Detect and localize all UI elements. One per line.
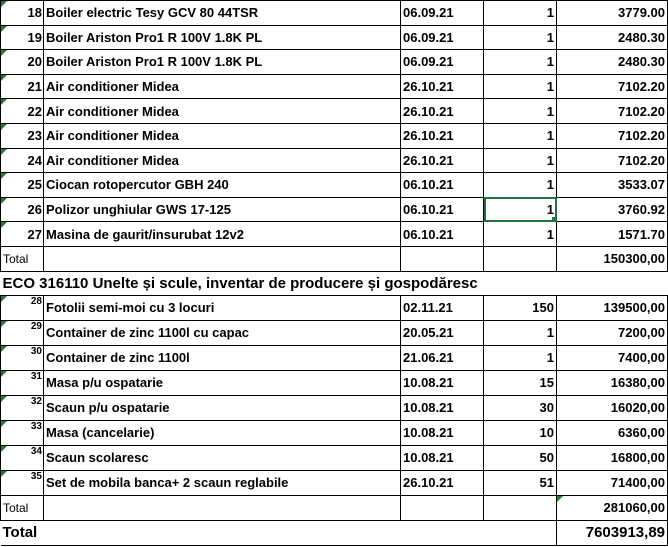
error-indicator-icon xyxy=(1,75,7,81)
quantity-cell[interactable]: 1 xyxy=(484,148,557,173)
error-indicator-icon xyxy=(1,124,7,130)
table-row xyxy=(1,74,668,99)
error-indicator-icon xyxy=(1,1,7,7)
amount-cell[interactable]: 139500,00 xyxy=(557,295,668,320)
amount-cell[interactable]: 6360,00 xyxy=(557,420,668,445)
quantity-cell[interactable]: 1 xyxy=(484,320,557,345)
row-number-cell[interactable]: 20 xyxy=(1,50,44,75)
quantity-cell[interactable]: 1 xyxy=(484,173,557,198)
error-indicator-icon xyxy=(557,496,563,502)
date-cell[interactable]: 26.10.21 xyxy=(401,74,484,99)
error-indicator-icon xyxy=(1,396,7,402)
quantity-cell[interactable]: 1 xyxy=(484,74,557,99)
table-row xyxy=(1,470,668,495)
empty-cell[interactable] xyxy=(484,246,557,271)
row-number-cell[interactable]: 23 xyxy=(1,123,44,148)
quantity-cell[interactable]: 15 xyxy=(484,370,557,395)
amount-cell[interactable]: 16800,00 xyxy=(557,445,668,470)
row-number-cell[interactable]: 21 xyxy=(1,74,44,99)
date-cell[interactable]: 06.10.21 xyxy=(401,173,484,198)
row-number-cell[interactable]: 22 xyxy=(1,99,44,124)
subtotal-row-b xyxy=(1,495,668,520)
amount-cell[interactable]: 7102.20 xyxy=(557,123,668,148)
quantity-cell[interactable]: 1 xyxy=(484,222,557,247)
quantity-cell[interactable]: 1 xyxy=(484,123,557,148)
item-name-cell[interactable]: Boiler Ariston Pro1 R 100V 1.8K PL xyxy=(44,50,401,75)
section-title[interactable]: ECO 316110 Unelte și scule, inventar de producere și gospodăresc xyxy=(1,271,668,295)
date-cell[interactable]: 26.10.21 xyxy=(401,123,484,148)
date-cell[interactable]: 10.08.21 xyxy=(401,420,484,445)
amount-cell[interactable]: 7102.20 xyxy=(557,148,668,173)
row-number-cell[interactable]: 33 xyxy=(1,420,44,445)
subtotal-amount[interactable]: 150300,00 xyxy=(557,246,668,271)
empty-cell[interactable] xyxy=(401,495,484,520)
amount-cell[interactable]: 7102.20 xyxy=(557,74,668,99)
amount-cell[interactable]: 3779.00 xyxy=(557,1,668,26)
grand-total-amount[interactable]: 7603913,89 xyxy=(557,520,668,545)
error-indicator-icon xyxy=(1,222,7,228)
error-indicator-icon xyxy=(1,346,7,352)
amount-cell[interactable]: 7400,00 xyxy=(557,345,668,370)
section-b-rows xyxy=(1,295,668,495)
table-row xyxy=(1,173,668,198)
amount-cell[interactable]: 2480.30 xyxy=(557,50,668,75)
date-cell[interactable]: 26.10.21 xyxy=(401,99,484,124)
table-row xyxy=(1,295,668,320)
row-number-cell[interactable]: 31 xyxy=(1,370,44,395)
row-number-cell[interactable]: 26 xyxy=(1,197,44,222)
empty-cell[interactable] xyxy=(401,246,484,271)
error-indicator-icon xyxy=(1,99,7,105)
error-indicator-icon xyxy=(1,50,7,56)
empty-cell[interactable] xyxy=(44,495,401,520)
error-indicator-icon xyxy=(1,173,7,179)
error-indicator-icon xyxy=(1,321,7,327)
quantity-cell[interactable]: 51 xyxy=(484,470,557,495)
quantity-cell[interactable]: 1 xyxy=(484,25,557,50)
date-cell[interactable]: 06.09.21 xyxy=(401,50,484,75)
section-a-rows xyxy=(1,1,668,247)
item-name-cell[interactable]: Air conditioner Midea xyxy=(44,148,401,173)
table-row xyxy=(1,222,668,247)
date-cell[interactable]: 10.08.21 xyxy=(401,395,484,420)
amount-cell[interactable]: 16380,00 xyxy=(557,370,668,395)
item-name-cell[interactable]: Air conditioner Midea xyxy=(44,99,401,124)
date-cell[interactable]: 20.05.21 xyxy=(401,320,484,345)
error-indicator-icon xyxy=(1,296,7,302)
item-name-cell[interactable]: Fotolii semi-moi cu 3 locuri xyxy=(44,295,401,320)
item-name-cell[interactable]: Set de mobila banca+ 2 scaun reglabile xyxy=(44,470,401,495)
table-row xyxy=(1,123,668,148)
quantity-cell[interactable]: 30 xyxy=(484,395,557,420)
amount-cell[interactable]: 7200,00 xyxy=(557,320,668,345)
item-name-cell[interactable]: Air conditioner Midea xyxy=(44,123,401,148)
row-number-cell[interactable]: 35 xyxy=(1,470,44,495)
error-indicator-icon xyxy=(1,446,7,452)
date-cell[interactable]: 10.08.21 xyxy=(401,445,484,470)
date-cell[interactable]: 26.10.21 xyxy=(401,470,484,495)
row-number-cell[interactable]: 18 xyxy=(1,1,44,26)
error-indicator-icon xyxy=(1,149,7,155)
error-indicator-icon xyxy=(1,471,7,477)
table-row xyxy=(1,197,668,222)
table-row xyxy=(1,50,668,75)
date-cell[interactable]: 10.08.21 xyxy=(401,370,484,395)
date-cell[interactable]: 06.09.21 xyxy=(401,1,484,26)
row-number-cell[interactable]: 27 xyxy=(1,222,44,247)
quantity-cell[interactable]: 150 xyxy=(484,295,557,320)
amount-cell[interactable]: 16020,00 xyxy=(557,395,668,420)
table-row xyxy=(1,320,668,345)
grand-total-row xyxy=(1,520,668,545)
table-row xyxy=(1,395,668,420)
table-row xyxy=(1,1,668,26)
item-name-cell[interactable]: Polizor unghiular GWS 17-125 xyxy=(44,197,401,222)
item-name-cell[interactable]: Air conditioner Midea xyxy=(44,74,401,99)
row-number-cell[interactable]: 34 xyxy=(1,445,44,470)
date-cell[interactable]: 02.11.21 xyxy=(401,295,484,320)
date-cell[interactable]: 26.10.21 xyxy=(401,148,484,173)
amount-cell[interactable]: 3533.07 xyxy=(557,173,668,198)
item-name-cell[interactable]: Ciocan rotopercutor GBH 240 xyxy=(44,173,401,198)
error-indicator-icon xyxy=(1,198,7,204)
table-row xyxy=(1,445,668,470)
item-name-cell[interactable]: Masa (cancelarie) xyxy=(44,420,401,445)
item-name-cell[interactable]: Scaun scolaresc xyxy=(44,445,401,470)
empty-cell[interactable] xyxy=(484,495,557,520)
empty-cell[interactable] xyxy=(44,246,401,271)
item-name-cell[interactable]: Masa p/u ospatarie xyxy=(44,370,401,395)
subtotal-amount[interactable]: 281060,00 xyxy=(557,495,668,520)
quantity-cell[interactable]: 50 xyxy=(484,445,557,470)
amount-cell[interactable]: 71400,00 xyxy=(557,470,668,495)
item-name-cell[interactable]: Boiler Ariston Pro1 R 100V 1.8K PL xyxy=(44,25,401,50)
table-row xyxy=(1,148,668,173)
row-number-cell[interactable]: 19 xyxy=(1,25,44,50)
row-number-cell[interactable]: 29 xyxy=(1,320,44,345)
item-name-cell[interactable]: Scaun p/u ospatarie xyxy=(44,395,401,420)
date-cell[interactable]: 06.09.21 xyxy=(401,25,484,50)
table-row xyxy=(1,99,668,124)
item-name-cell[interactable]: Masina de gaurit/insurubat 12v2 xyxy=(44,222,401,247)
subtotal-label[interactable]: Total xyxy=(1,495,44,520)
row-number-cell[interactable]: 25 xyxy=(1,173,44,198)
quantity-cell[interactable]: 1 xyxy=(484,50,557,75)
row-number-cell[interactable]: 32 xyxy=(1,395,44,420)
quantity-cell[interactable]: 1 xyxy=(484,197,557,222)
date-cell[interactable]: 06.10.21 xyxy=(401,222,484,247)
subtotal-label[interactable]: Total xyxy=(1,246,44,271)
table-row xyxy=(1,25,668,50)
table-row xyxy=(1,420,668,445)
amount-cell[interactable]: 7102.20 xyxy=(557,99,668,124)
amount-cell[interactable]: 2480.30 xyxy=(557,25,668,50)
error-indicator-icon xyxy=(1,421,7,427)
quantity-cell[interactable]: 1 xyxy=(484,99,557,124)
item-name-cell[interactable]: Boiler electric Tesy GCV 80 44TSR xyxy=(44,1,401,26)
section-header-row xyxy=(1,271,668,295)
row-number-cell[interactable]: 28 xyxy=(1,295,44,320)
date-cell[interactable]: 21.06.21 xyxy=(401,345,484,370)
amount-cell[interactable]: 1571.70 xyxy=(557,222,668,247)
quantity-cell[interactable]: 1 xyxy=(484,345,557,370)
quantity-cell[interactable]: 1 xyxy=(484,1,557,26)
amount-cell[interactable]: 3760.92 xyxy=(557,197,668,222)
date-cell[interactable]: 06.10.21 xyxy=(401,197,484,222)
error-indicator-icon xyxy=(1,371,7,377)
item-name-cell[interactable]: Container de zinc 1100l xyxy=(44,345,401,370)
item-name-cell[interactable]: Container de zinc 1100l cu capac xyxy=(44,320,401,345)
error-indicator-icon xyxy=(1,26,7,32)
subtotal-row-a xyxy=(1,246,668,271)
quantity-cell[interactable]: 10 xyxy=(484,420,557,445)
table-row xyxy=(1,345,668,370)
row-number-cell[interactable]: 30 xyxy=(1,345,44,370)
grand-total-label[interactable]: Total xyxy=(1,520,557,545)
table-row xyxy=(1,370,668,395)
row-number-cell[interactable]: 24 xyxy=(1,148,44,173)
